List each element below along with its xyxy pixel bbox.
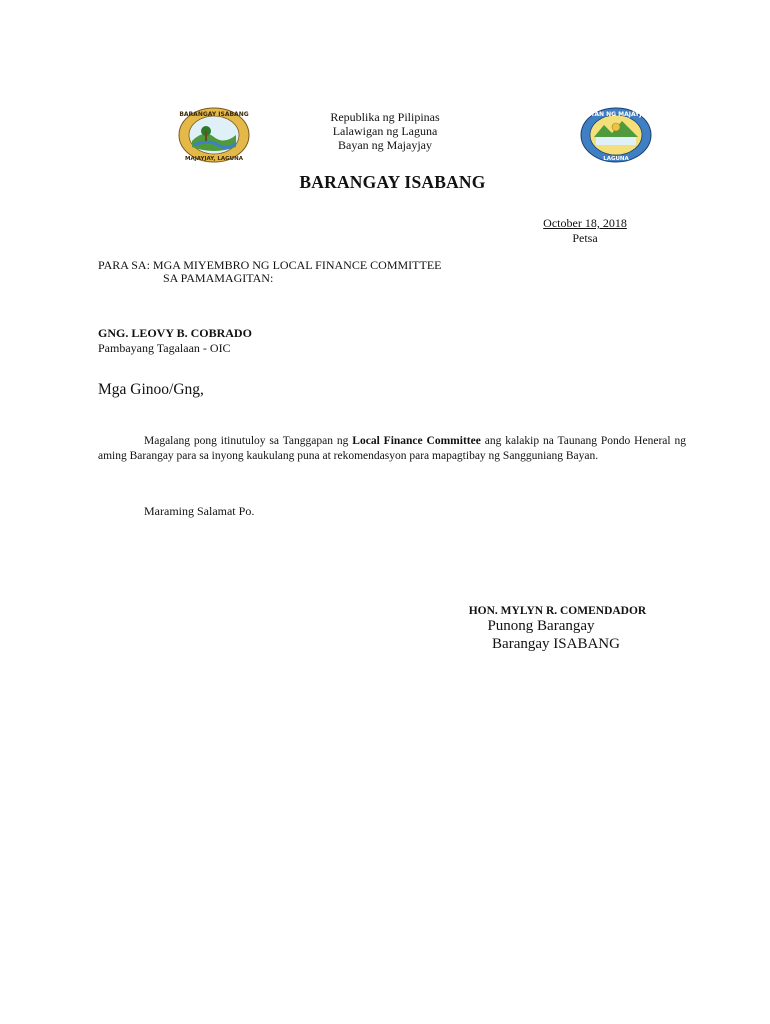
date-label: Petsa xyxy=(572,231,598,245)
svg-text:LAGUNA: LAGUNA xyxy=(603,156,629,162)
committee-name: Local Finance Committee xyxy=(352,435,481,447)
body-paragraph: Magalang pong itinutuloy sa Tanggapan ng Local Finance Committee ang kalakip na Taunang Pondo Heneral ng aming Barangay para sa inyong kaukulang puna at rekomendasyon para mapagtibay ng Sangguniang Bayan. xyxy=(98,435,686,462)
document-title: BARANGAY ISABANG xyxy=(299,172,486,192)
date-value: October 18, 2018 xyxy=(543,216,627,230)
signatory-name: HON. MYLYN R. COMENDADOR xyxy=(468,605,647,617)
recipient-position: Pambayang Tagalaan - OIC xyxy=(98,341,231,355)
header-republic: Republika ng Pilipinas xyxy=(330,110,440,124)
header-municipality: Bayan ng Majayjay xyxy=(338,138,432,152)
signatory-office: Barangay ISABANG xyxy=(492,636,620,652)
svg-text:BAYAN NG MAJAYJAY: BAYAN NG MAJAYJAY xyxy=(581,111,651,118)
addressee-via: SA PAMAMAGITAN: xyxy=(163,271,274,285)
signatory-position: Punong Barangay xyxy=(487,618,595,634)
addressee-line: PARA SA: MGA MIYEMBRO NG LOCAL FINANCE COMMITTEE xyxy=(98,258,442,272)
salutation: Mga Ginoo/Gng, xyxy=(98,381,204,398)
header-province: Lalawigan ng Laguna xyxy=(332,124,438,138)
svg-text:BARANGAY ISABANG: BARANGAY ISABANG xyxy=(179,111,249,118)
closing-thanks: Maraming Salamat Po. xyxy=(144,504,255,518)
recipient-name: GNG. LEOVY B. COBRADO xyxy=(98,326,252,340)
svg-text:MAJAYJAY, LAGUNA: MAJAYJAY, LAGUNA xyxy=(185,156,243,162)
